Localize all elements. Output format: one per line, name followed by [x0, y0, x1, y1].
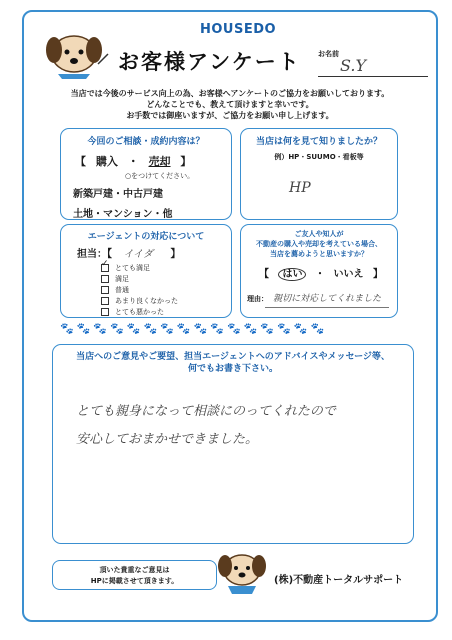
checkbox[interactable]	[101, 308, 109, 316]
page-title: お客様アンケート	[118, 50, 301, 74]
tanto-close: 】	[170, 249, 181, 260]
consult-heading: 今回のご相談・成約内容は？	[87, 137, 205, 147]
agent-heading: エージェントの対応について	[87, 232, 205, 242]
footer-bubble	[52, 560, 217, 590]
name-value[interactable]: S.Y	[340, 56, 367, 75]
referral-heading-line: 当店を薦めようと思いますか？	[270, 250, 368, 258]
eval-label: 普通	[115, 286, 129, 294]
checkbox-checked[interactable]: ✓	[101, 264, 109, 272]
property-row-1[interactable]: 新築戸建・中古戸建	[73, 189, 163, 200]
brand-logo: HOUSEDO	[200, 22, 277, 37]
eval-label: 満足	[115, 275, 129, 283]
tanto-row	[77, 245, 231, 260]
evaluation-list	[101, 259, 231, 318]
source-box	[240, 128, 398, 220]
reason-row	[247, 286, 397, 305]
circle-note: ○をつけてください。	[125, 172, 195, 180]
eval-option[interactable]	[101, 259, 231, 274]
separator-dot: ・	[127, 155, 139, 168]
option-buy[interactable]: 購入	[95, 155, 118, 168]
tanto-value[interactable]: イイダ	[123, 249, 153, 260]
eval-label: とても悪かった	[115, 308, 164, 316]
referral-box	[240, 224, 398, 318]
option-no[interactable]: いいえ	[333, 269, 364, 280]
message-line[interactable]: 安心しておまかせできました。	[76, 432, 259, 447]
option-yes[interactable]: はい	[278, 268, 306, 281]
reason-value[interactable]: 親切に対応してくれました	[273, 294, 382, 304]
message-line[interactable]: とても親身になって相談にのってくれたので	[76, 404, 336, 419]
referral-heading-line: 不動産の購入や売却を考えている場合、	[256, 240, 382, 248]
reason-underline	[265, 307, 389, 308]
source-heading: 当店は何を見て知りましたか？	[255, 137, 382, 147]
bracket-open: 【	[75, 155, 86, 168]
intro-text	[60, 88, 400, 121]
bracket-close: 】	[372, 269, 383, 280]
checkbox[interactable]	[101, 275, 109, 283]
eval-option[interactable]	[101, 307, 231, 318]
name-underline	[318, 76, 428, 77]
checkbox[interactable]	[101, 286, 109, 294]
eval-option[interactable]	[101, 296, 231, 307]
checkbox[interactable]	[101, 297, 109, 305]
name-label: お名前	[318, 50, 339, 58]
referral-heading-line: ご友人や知人が	[294, 230, 344, 238]
message-heading	[53, 351, 413, 375]
reason-label: 理由：	[247, 295, 268, 303]
company-name: (株)不動産トータルサポート	[274, 575, 404, 586]
intro-line: 当店では今後のサービス向上の為、お客様へアンケートのご協力をお願いしております。	[70, 89, 390, 98]
property-row-2[interactable]: 土地・マンション・他	[73, 209, 173, 220]
option-sell[interactable]: 売却	[148, 155, 171, 168]
referral-heading	[241, 229, 397, 259]
eval-option[interactable]	[101, 274, 231, 285]
separator-dot: ・	[314, 269, 325, 280]
referral-answer-row[interactable]	[259, 265, 397, 280]
consult-type-row[interactable]	[75, 153, 231, 169]
agent-box	[60, 224, 232, 318]
bracket-open: 【	[259, 269, 269, 280]
source-example: 例）HP・SUUMO・看板等	[274, 153, 364, 161]
eval-label: あまり良くなかった	[115, 297, 178, 305]
bubble-line: HPに掲載させて頂きます。	[90, 577, 179, 585]
intro-line: お手数では御座いますが、ご協力をお願い申し上げます。	[126, 111, 334, 120]
tanto-label: 担当：【	[77, 249, 112, 260]
consult-box	[60, 128, 232, 220]
bubble-line: 頂いた貴重なご意見は	[99, 566, 170, 574]
dog-footer-icon	[214, 544, 270, 600]
eval-option[interactable]	[101, 285, 231, 296]
message-heading-line: 当店へのご意見やご要望、担当エージェントへのアドバイスやメッセージ等、	[76, 352, 390, 362]
dog-mascot-icon	[40, 24, 110, 80]
paw-divider-icon: 🐾🐾🐾🐾🐾🐾🐾🐾🐾🐾🐾🐾🐾🐾🐾🐾	[60, 322, 328, 335]
eval-label: とても満足	[115, 264, 150, 272]
bracket-close: 】	[180, 155, 192, 168]
source-answer[interactable]: HP	[289, 180, 311, 196]
intro-line: どんなことでも、教えて頂けますと幸いです。	[146, 100, 314, 109]
message-heading-line: 何でもお書き下さい。	[187, 364, 278, 374]
